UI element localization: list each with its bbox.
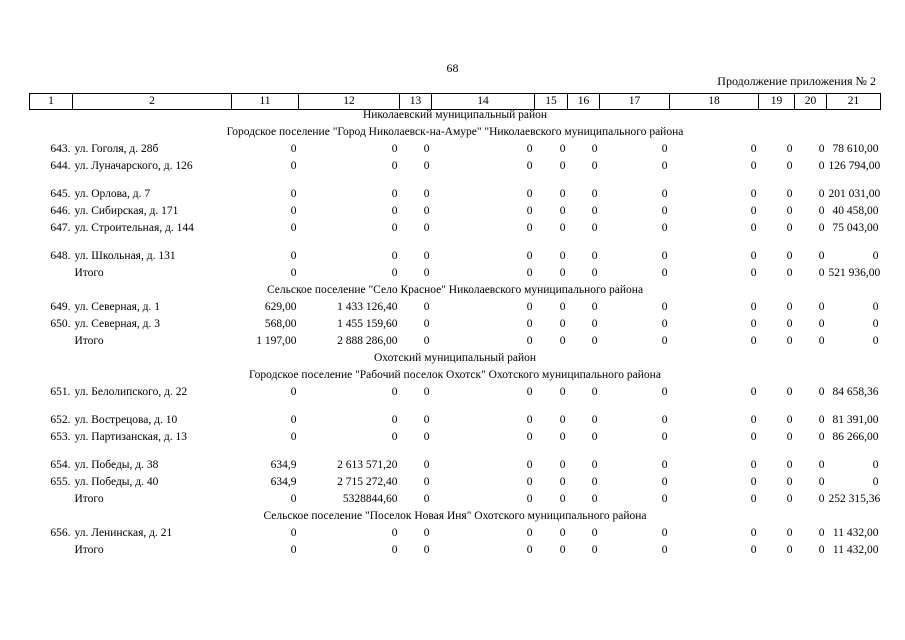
- row-number: 645.: [50, 187, 71, 200]
- cell-col-11: 0: [290, 159, 297, 172]
- cell-col-13: 0: [423, 159, 430, 172]
- cell-col-20: 0: [818, 543, 825, 556]
- cell-col-12: 0: [391, 221, 398, 234]
- cell-col-17: 0: [661, 458, 668, 471]
- cell-col-11: 0: [290, 187, 297, 200]
- column-header: 20: [795, 94, 827, 110]
- cell-col-12: 0: [391, 543, 398, 556]
- address-cell: ул. Школьная, д. 131: [74, 249, 176, 262]
- cell-col-18: 0: [750, 159, 757, 172]
- cell-col-12: 0: [391, 159, 398, 172]
- cell-col-13: 0: [423, 385, 430, 398]
- total-row: [30, 268, 881, 285]
- table-row: [30, 251, 881, 268]
- row-number: 643.: [50, 142, 71, 155]
- table-row: [30, 223, 881, 251]
- cell-col-11: 0: [290, 221, 297, 234]
- address-cell: ул. Строительная, д. 144: [74, 221, 194, 234]
- district-heading-row: [30, 110, 881, 127]
- table-row: [30, 161, 881, 189]
- column-header: 12: [299, 94, 400, 110]
- cell-col-16: 0: [591, 300, 598, 313]
- cell-col-14: 0: [526, 475, 533, 488]
- cell-col-11: 0: [290, 430, 297, 443]
- cell-col-11: 568,00: [264, 317, 297, 330]
- cell-col-18: 0: [750, 142, 757, 155]
- cell-col-19: 0: [786, 300, 793, 313]
- cell-col-16: 0: [591, 430, 598, 443]
- cell-col-19: 0: [786, 187, 793, 200]
- table-row: [30, 415, 881, 432]
- cell-col-13: 0: [423, 334, 430, 347]
- row-number: 651.: [50, 385, 71, 398]
- cell-col-15: 0: [559, 526, 566, 539]
- cell-col-16: 0: [591, 187, 598, 200]
- cell-col-21: 0: [872, 317, 879, 330]
- address-cell: ул. Сибирская, д. 171: [74, 204, 179, 217]
- address-cell: ул. Белолипского, д. 22: [74, 385, 188, 398]
- cell-col-19: 0: [786, 334, 793, 347]
- row-number: 650.: [50, 317, 71, 330]
- row-number: 656.: [50, 526, 71, 539]
- cell-col-17: 0: [661, 475, 668, 488]
- address-cell: ул. Ленинская, д. 21: [74, 526, 173, 539]
- cell-col-14: 0: [526, 385, 533, 398]
- cell-col-15: 0: [559, 142, 566, 155]
- cell-col-21: 84 658,36: [832, 385, 879, 398]
- cell-col-18: 0: [750, 385, 757, 398]
- cell-col-13: 0: [423, 543, 430, 556]
- cell-col-12: 0: [391, 385, 398, 398]
- cell-col-12: 2 613 571,20: [337, 458, 398, 471]
- cell-col-12: 5328844,60: [342, 492, 398, 505]
- settlement-heading-row: [30, 370, 881, 387]
- row-number: 644.: [50, 159, 71, 172]
- cell-col-14: 0: [526, 458, 533, 471]
- cell-col-21: 252 315,36: [828, 492, 881, 505]
- district-heading-row: [30, 353, 881, 370]
- address-cell: ул. Победы, д. 40: [74, 475, 159, 488]
- cell-col-20: 0: [818, 413, 825, 426]
- cell-col-11: 0: [290, 385, 297, 398]
- settlement-heading: Сельское поселение "Село Красное" Николаевского муниципального района: [266, 283, 644, 296]
- address-cell: ул. Партизанская, д. 13: [74, 430, 187, 443]
- cell-col-16: 0: [591, 249, 598, 262]
- column-header: 1: [30, 94, 73, 110]
- continuation-label: Продолжение приложения № 2: [717, 74, 876, 88]
- cell-col-15: 0: [559, 249, 566, 262]
- table-row: [30, 460, 881, 477]
- cell-col-20: 0: [818, 492, 825, 505]
- address-cell: ул. Орлова, д. 7: [74, 187, 151, 200]
- cell-col-16: 0: [591, 204, 598, 217]
- cell-col-20: 0: [818, 249, 825, 262]
- table-row: [30, 387, 881, 415]
- cell-col-21: 40 458,00: [832, 204, 879, 217]
- cell-col-16: 0: [591, 475, 598, 488]
- cell-col-12: 0: [391, 413, 398, 426]
- row-number: 652.: [50, 413, 71, 426]
- cell-col-21: 0: [872, 334, 879, 347]
- cell-col-20: 0: [818, 317, 825, 330]
- cell-col-12: 0: [391, 526, 398, 539]
- cell-col-13: 0: [423, 413, 430, 426]
- table-row: [30, 302, 881, 319]
- cell-col-18: 0: [750, 334, 757, 347]
- cell-col-17: 0: [661, 430, 668, 443]
- cell-col-16: 0: [591, 334, 598, 347]
- cell-col-20: 0: [818, 221, 825, 234]
- cell-col-14: 0: [526, 300, 533, 313]
- cell-col-15: 0: [559, 300, 566, 313]
- cell-col-19: 0: [786, 159, 793, 172]
- cell-col-20: 0: [818, 458, 825, 471]
- cell-col-15: 0: [559, 221, 566, 234]
- cell-col-17: 0: [661, 413, 668, 426]
- cell-col-20: 0: [818, 526, 825, 539]
- cell-col-16: 0: [591, 458, 598, 471]
- table-body: [30, 110, 881, 562]
- cell-col-17: 0: [661, 317, 668, 330]
- cell-col-17: 0: [661, 385, 668, 398]
- column-header: 15: [535, 94, 568, 110]
- address-cell: ул. Победы, д. 38: [74, 458, 159, 471]
- cell-col-13: 0: [423, 458, 430, 471]
- cell-col-15: 0: [559, 413, 566, 426]
- column-header: 13: [400, 94, 432, 110]
- district-heading: Охотский муниципальный район: [373, 351, 537, 364]
- cell-col-18: 0: [750, 300, 757, 313]
- total-row: [30, 545, 881, 562]
- cell-col-18: 0: [750, 249, 757, 262]
- settlement-heading: Городское поселение "Рабочий поселок Охотск" Охотского муниципального района: [249, 368, 661, 381]
- cell-col-13: 0: [423, 317, 430, 330]
- cell-col-16: 0: [591, 413, 598, 426]
- cell-col-16: 0: [591, 317, 598, 330]
- cell-col-19: 0: [786, 458, 793, 471]
- cell-col-17: 0: [661, 543, 668, 556]
- column-header: 11: [232, 94, 299, 110]
- cell-col-17: 0: [661, 526, 668, 539]
- cell-col-11: 1 197,00: [256, 334, 297, 347]
- column-header: 18: [670, 94, 759, 110]
- cell-col-14: 0: [526, 526, 533, 539]
- row-number: [30, 545, 73, 562]
- column-header: 2: [73, 94, 232, 110]
- settlement-heading: Сельское поселение "Поселок Новая Иня" Охотского муниципального района: [263, 509, 647, 522]
- cell-col-21: 0: [872, 458, 879, 471]
- cell-col-13: 0: [423, 492, 430, 505]
- cell-col-20: 0: [818, 334, 825, 347]
- row-number: [30, 268, 73, 285]
- cell-col-14: 0: [526, 492, 533, 505]
- row-number: 654.: [50, 458, 71, 471]
- table-row: [30, 319, 881, 336]
- cell-col-15: 0: [559, 543, 566, 556]
- cell-col-15: 0: [559, 430, 566, 443]
- cell-col-21: 126 794,00: [828, 159, 881, 172]
- cell-col-11: 0: [290, 266, 297, 279]
- cell-col-15: 0: [559, 475, 566, 488]
- cell-col-12: 0: [391, 142, 398, 155]
- cell-col-20: 0: [818, 187, 825, 200]
- cell-col-14: 0: [526, 430, 533, 443]
- cell-col-13: 0: [423, 221, 430, 234]
- cell-col-21: 0: [872, 249, 879, 262]
- cell-col-11: 0: [290, 543, 297, 556]
- cell-col-15: 0: [559, 266, 566, 279]
- cell-col-17: 0: [661, 142, 668, 155]
- cell-col-21: 81 391,00: [832, 413, 879, 426]
- cell-col-19: 0: [786, 142, 793, 155]
- cell-col-15: 0: [559, 492, 566, 505]
- cell-col-19: 0: [786, 430, 793, 443]
- cell-col-19: 0: [786, 413, 793, 426]
- cell-col-16: 0: [591, 492, 598, 505]
- cell-col-19: 0: [786, 543, 793, 556]
- cell-col-17: 0: [661, 249, 668, 262]
- cell-col-11: 0: [290, 526, 297, 539]
- cell-col-18: 0: [750, 187, 757, 200]
- total-label: Итого: [74, 492, 104, 505]
- cell-col-19: 0: [786, 204, 793, 217]
- cell-col-20: 0: [818, 142, 825, 155]
- cell-col-11: 0: [290, 142, 297, 155]
- cell-col-12: 1 455 159,60: [337, 317, 398, 330]
- cell-col-12: 2 715 272,40: [337, 475, 398, 488]
- cell-col-14: 0: [526, 543, 533, 556]
- cell-col-14: 0: [526, 413, 533, 426]
- cell-col-12: 1 433 126,40: [337, 300, 398, 313]
- cell-col-12: 0: [391, 187, 398, 200]
- cell-col-13: 0: [423, 187, 430, 200]
- settlement-heading-row: [30, 127, 881, 144]
- cell-col-11: 629,00: [264, 300, 297, 313]
- cell-col-18: 0: [750, 221, 757, 234]
- cell-col-20: 0: [818, 159, 825, 172]
- cell-col-19: 0: [786, 221, 793, 234]
- cell-col-20: 0: [818, 204, 825, 217]
- cell-col-16: 0: [591, 385, 598, 398]
- cell-col-17: 0: [661, 492, 668, 505]
- cell-col-18: 0: [750, 475, 757, 488]
- cell-col-11: 0: [290, 204, 297, 217]
- cell-col-15: 0: [559, 334, 566, 347]
- cell-col-15: 0: [559, 317, 566, 330]
- page-number: 68: [446, 61, 459, 75]
- cell-col-14: 0: [526, 187, 533, 200]
- cell-col-21: 86 266,00: [832, 430, 879, 443]
- cell-col-13: 0: [423, 142, 430, 155]
- cell-col-15: 0: [559, 159, 566, 172]
- cell-col-18: 0: [750, 413, 757, 426]
- cell-col-19: 0: [786, 492, 793, 505]
- cell-col-14: 0: [526, 159, 533, 172]
- cell-col-18: 0: [750, 543, 757, 556]
- cell-col-14: 0: [526, 266, 533, 279]
- cell-col-21: 78 610,00: [832, 142, 879, 155]
- cell-col-17: 0: [661, 221, 668, 234]
- column-header: 14: [432, 94, 535, 110]
- cell-col-19: 0: [786, 249, 793, 262]
- cell-col-14: 0: [526, 317, 533, 330]
- address-cell: ул. Луначарского, д. 126: [74, 159, 193, 172]
- cell-col-17: 0: [661, 266, 668, 279]
- cell-col-21: 0: [872, 300, 879, 313]
- row-number: 647.: [50, 221, 71, 234]
- cell-col-18: 0: [750, 458, 757, 471]
- column-header: 21: [827, 94, 881, 110]
- cell-col-20: 0: [818, 385, 825, 398]
- cell-col-19: 0: [786, 317, 793, 330]
- row-number: 649.: [50, 300, 71, 313]
- cell-col-16: 0: [591, 543, 598, 556]
- total-row: [30, 336, 881, 353]
- cell-col-12: 0: [391, 249, 398, 262]
- cell-col-12: 2 888 286,00: [337, 334, 398, 347]
- cell-col-12: 0: [391, 266, 398, 279]
- cell-col-16: 0: [591, 221, 598, 234]
- cell-col-21: 521 936,00: [828, 266, 881, 279]
- settlement-heading: Городское поселение "Город Николаевск-на-Амуре" "Николаевского муниципального района: [226, 125, 684, 138]
- cell-col-19: 0: [786, 266, 793, 279]
- cell-col-19: 0: [786, 385, 793, 398]
- table-row: [30, 477, 881, 494]
- cell-col-16: 0: [591, 142, 598, 155]
- cell-col-19: 0: [786, 475, 793, 488]
- cell-col-14: 0: [526, 334, 533, 347]
- total-label: Итого: [74, 543, 104, 556]
- cell-col-13: 0: [423, 430, 430, 443]
- cell-col-11: 634,9: [270, 475, 297, 488]
- table-row: [30, 528, 881, 545]
- cell-col-18: 0: [750, 266, 757, 279]
- cell-col-19: 0: [786, 526, 793, 539]
- cell-col-15: 0: [559, 204, 566, 217]
- cell-col-16: 0: [591, 266, 598, 279]
- address-cell: ул. Вострецова, д. 10: [74, 413, 178, 426]
- table-row: [30, 144, 881, 161]
- cell-col-20: 0: [818, 300, 825, 313]
- cell-col-18: 0: [750, 492, 757, 505]
- column-header: 19: [759, 94, 795, 110]
- cell-col-13: 0: [423, 249, 430, 262]
- cell-col-18: 0: [750, 204, 757, 217]
- total-label: Итого: [74, 266, 104, 279]
- cell-col-20: 0: [818, 266, 825, 279]
- cell-col-11: 0: [290, 413, 297, 426]
- cell-col-16: 0: [591, 526, 598, 539]
- cell-col-13: 0: [423, 266, 430, 279]
- total-label: Итого: [74, 334, 104, 347]
- cell-col-13: 0: [423, 204, 430, 217]
- column-header: 17: [600, 94, 670, 110]
- cell-col-14: 0: [526, 204, 533, 217]
- cell-col-14: 0: [526, 221, 533, 234]
- cell-col-15: 0: [559, 385, 566, 398]
- row-number: [30, 494, 73, 511]
- cell-col-14: 0: [526, 142, 533, 155]
- cell-col-11: 0: [290, 249, 297, 262]
- table-row: [30, 432, 881, 460]
- cell-col-17: 0: [661, 300, 668, 313]
- cell-col-14: 0: [526, 249, 533, 262]
- cell-col-13: 0: [423, 526, 430, 539]
- cell-col-13: 0: [423, 300, 430, 313]
- cell-col-18: 0: [750, 317, 757, 330]
- cell-col-21: 201 031,00: [828, 187, 881, 200]
- cell-col-20: 0: [818, 475, 825, 488]
- header-row: [30, 94, 881, 110]
- row-number: 648.: [50, 249, 71, 262]
- cell-col-17: 0: [661, 187, 668, 200]
- cell-col-17: 0: [661, 334, 668, 347]
- cell-col-12: 0: [391, 430, 398, 443]
- column-header: 16: [568, 94, 600, 110]
- cell-col-15: 0: [559, 187, 566, 200]
- settlement-heading-row: [30, 285, 881, 302]
- address-cell: ул. Гоголя, д. 28б: [74, 142, 159, 155]
- row-number: 653.: [50, 430, 71, 443]
- cell-col-18: 0: [750, 430, 757, 443]
- cell-col-17: 0: [661, 159, 668, 172]
- settlement-heading-row: [30, 511, 881, 528]
- total-row: [30, 494, 881, 511]
- address-cell: ул. Северная, д. 3: [74, 317, 161, 330]
- cell-col-21: 11 432,00: [832, 526, 879, 539]
- cell-col-21: 75 043,00: [832, 221, 879, 234]
- cell-col-18: 0: [750, 526, 757, 539]
- cell-col-21: 11 432,00: [832, 543, 879, 556]
- cell-col-20: 0: [818, 430, 825, 443]
- cell-col-21: 0: [872, 475, 879, 488]
- row-number: 646.: [50, 204, 71, 217]
- cell-col-17: 0: [661, 204, 668, 217]
- cell-col-11: 634,9: [270, 458, 297, 471]
- address-cell: ул. Северная, д. 1: [74, 300, 161, 313]
- cell-col-15: 0: [559, 458, 566, 471]
- cell-col-13: 0: [423, 475, 430, 488]
- data-table: [29, 93, 881, 562]
- row-number: 655.: [50, 475, 71, 488]
- cell-col-16: 0: [591, 159, 598, 172]
- cell-col-11: 0: [290, 492, 297, 505]
- row-number: [30, 336, 73, 353]
- table-row: [30, 206, 881, 223]
- district-heading: Николаевский муниципальный район: [362, 109, 548, 121]
- table-row: [30, 189, 881, 206]
- cell-col-12: 0: [391, 204, 398, 217]
